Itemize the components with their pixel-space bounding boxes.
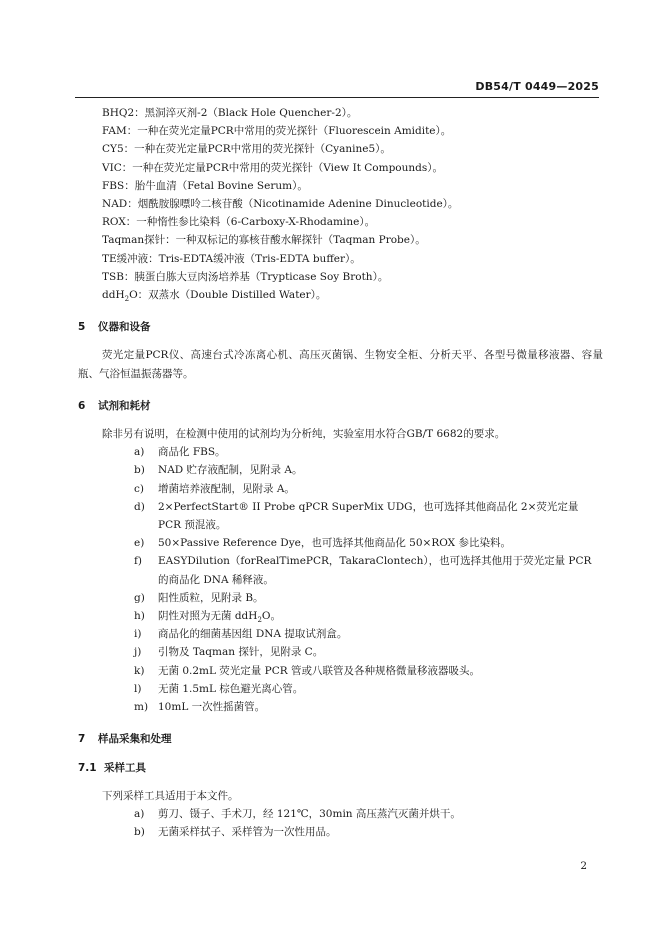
section-7-heading: 7 样品采集和处理 xyxy=(78,733,172,746)
abbreviation-taqman: Taqman探针：一种双标记的寡核苷酸水解探针（Taqman Probe）。 xyxy=(102,234,426,247)
header-divider xyxy=(75,97,599,98)
abbreviation-rox: ROX：一种惰性参比染料（6-Carboxy-X-Rhodamine）。 xyxy=(102,216,376,229)
list-item: k) 无菌 0.2mL 荧光定量 PCR 管或八联管及各种规格微量移液器吸头。 xyxy=(134,664,480,677)
list-item: a) 商品化 FBS。 xyxy=(134,446,226,459)
list-item: a) 剪刀、镊子、手术刀，经 121℃，30min 高压蒸汽灭菌并烘干。 xyxy=(134,807,461,820)
abbreviation-tsb: TSB：胰蛋白胨大豆肉汤培养基（Trypticase Soy Broth）。 xyxy=(102,270,389,283)
abbreviation-nad: NAD：烟酰胺腺嘌呤二核苷酸（Nicotinamide Adenine Dinucleotide）。 xyxy=(102,198,459,211)
list-item: d) 2×PerfectStart® II Probe qPCR SuperMix UDG，也可选择其他商品化 2×荧光定量 PCR 预混液。 xyxy=(134,500,579,532)
abbreviation-list xyxy=(78,104,603,304)
list-item: f) EASYDilution（forRealTimePCR，TakaraClontech），也可选择其他用于荧光定量 PCR 的商品化 DNA 稀释液。 xyxy=(134,555,592,586)
abbreviation-ddh2o: ddH$_2$O：双蒸水（Double Distilled Water）。 xyxy=(102,289,327,304)
abbreviation-fbs: FBS：胎牛血清（Fetal Bovine Serum）。 xyxy=(102,179,308,192)
abbreviation-cy5: CY5：一种在荧光定量PCR中常用的荧光探针（Cyanine5）。 xyxy=(102,143,391,156)
list-item: g) 阳性质粒，见附录 B。 xyxy=(134,591,264,604)
abbreviation-fam: FAM：一种在荧光定量PCR中常用的荧光探针（Fluorescein Amidite）。 xyxy=(102,125,452,138)
page-content xyxy=(78,104,603,841)
list-item: e) 50×Passive Reference Dye，也可选择其他商品化 50×ROX 参比染料。 xyxy=(134,537,511,550)
reagent-list xyxy=(78,443,603,716)
list-item: l) 无菌 1.5mL 棕色避光离心管。 xyxy=(134,682,304,695)
list-item: i) 商品化的细菌基因组 DNA 提取试剂盒。 xyxy=(134,628,348,641)
abbreviation-bhq2: BHQ2：黑洞淬灭剂-2（Black Hole Quencher-2）。 xyxy=(102,107,358,119)
sampling-tool-list xyxy=(78,805,603,841)
section-5-heading: 5 仪器和设备 xyxy=(78,321,151,334)
list-item: h) 阴性对照为无菌 ddH$_2$O。 xyxy=(134,610,282,625)
section-7-1-intro: 下列采样工具适用于本文件。 xyxy=(102,789,239,802)
list-item: b) 无菌采样拭子、采样管为一次性用品。 xyxy=(134,826,337,839)
section-5-text: 荧光定量PCR仪、高速台式冷冻离心机、高压灭菌锅、生物安全柜、分析天平、各型号微量移液器、容量瓶、气浴恒温振荡器等。 xyxy=(78,349,603,380)
section-6-intro: 除非另有说明，在检测中使用的试剂均为分析纯，实验室用水符合GB/T 6682的要求。 xyxy=(102,428,506,441)
page-number: 2 xyxy=(580,860,587,872)
list-item: m) 10mL 一次性摇菌管。 xyxy=(134,701,266,714)
list-item: c) 增菌培养液配制，见附录 A。 xyxy=(134,482,295,495)
section-7-1-heading: 7.1 采样工具 xyxy=(78,761,146,774)
abbreviation-te: TE缓冲液：Tris-EDTA缓冲液（Tris-EDTA buffer）。 xyxy=(102,252,361,265)
section-6-heading: 6 试剂和耗材 xyxy=(78,399,151,412)
document-code: DB54/T 0449—2025 xyxy=(475,80,599,93)
list-item: j) 引物及 Taqman 探针，见附录 C。 xyxy=(134,646,324,659)
list-item: b) NAD 贮存液配制，见附录 A。 xyxy=(134,464,303,477)
abbreviation-vic: VIC：一种在荧光定量PCR中常用的荧光探针（View It Compounds）。 xyxy=(102,161,444,174)
